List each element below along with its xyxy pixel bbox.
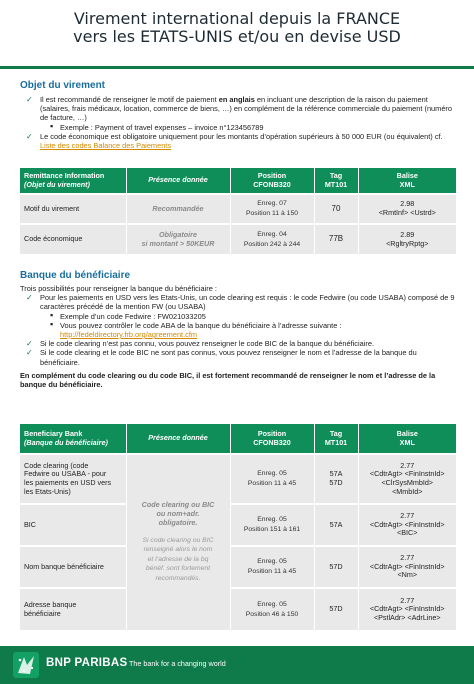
banque-aba-check bbox=[20, 318, 456, 340]
banque-example-text: Exemple d’un code Fedwire : FW021033205 bbox=[60, 311, 206, 321]
header-presence: Présence donnée bbox=[126, 424, 230, 454]
cell-position: Enreg. 05 Position 46 à 150 bbox=[230, 588, 314, 630]
bnp-stars-logo-icon bbox=[12, 651, 40, 679]
footer-bar bbox=[0, 646, 474, 684]
banque-bullet-1 bbox=[20, 293, 456, 311]
objet-example bbox=[20, 120, 456, 132]
objet-b1-bold: en anglais bbox=[218, 95, 255, 104]
objet-b1-text-2: en incluant une description de la raison du paiement (salaires, frais médicaux, location, commerce de biens, …) en complément de la référence commerciale du paiement (numéro de facture, …) bbox=[40, 95, 453, 123]
check-icon: ✓ bbox=[26, 131, 33, 141]
cell-field: Motif du virement bbox=[20, 194, 126, 224]
cell-presence: Obligatoire si montant > 50KEUR bbox=[126, 224, 230, 254]
header-tag: Tag MT101 bbox=[314, 424, 358, 454]
beneficiary-bank-table bbox=[20, 424, 456, 630]
title-line-2: vers les ETATS-UNIS et/ou en devise USD bbox=[73, 27, 401, 46]
table-row bbox=[20, 224, 456, 254]
fedwire-directory-link[interactable]: http://fedeldirectory.frb.org/agreement.cfm bbox=[60, 330, 198, 340]
banque-b2-text: Si le code clearing n’est pas connu, vous pouvez renseigner le code BIC de la banque du bénéficiaire. bbox=[40, 339, 375, 349]
cell-position: Enreg. 07 Position 11 à 150 bbox=[230, 194, 314, 224]
header-remittance: Remittance Information (Objet du virement) bbox=[20, 168, 126, 194]
banque-b1-text: Pour les paiements en USD vers les Etats-Unis, un code clearing est requis : le code Fedwire (ou code USABA) composé de 9 caractères précédé de la mention FW (ou USABA) bbox=[40, 293, 455, 312]
table-row bbox=[20, 588, 456, 630]
cell-tag: 57D bbox=[314, 546, 358, 588]
banque-section bbox=[20, 270, 456, 390]
cell-tag: 57A bbox=[314, 504, 358, 546]
objet-bullet-1 bbox=[20, 95, 456, 123]
banque-bullet-2 bbox=[20, 339, 456, 348]
table-header-row bbox=[20, 168, 456, 194]
page-title bbox=[0, 10, 474, 46]
objet-bullet-2 bbox=[20, 132, 456, 150]
cell-field: BIC bbox=[20, 504, 126, 546]
check-icon: ✓ bbox=[26, 339, 33, 349]
banque-b3-text: Si le code clearing et le code BIC ne sont pas connus, vous pouvez renseigner le nom et l’adresse de la banque du bénéficiaire. bbox=[40, 348, 417, 367]
check-icon: ✓ bbox=[26, 348, 33, 358]
table-row bbox=[20, 546, 456, 588]
banque-intro: Trois possibilités pour renseigner la banque du bénéficiaire : bbox=[20, 284, 217, 293]
cell-presence: Recommandée bbox=[126, 194, 230, 224]
balance-paiements-link[interactable]: Liste des codes Balance des Paiements bbox=[40, 141, 172, 151]
header-presence: Présence donnée bbox=[126, 168, 230, 194]
cell-position: Enreg. 05 Position 11 à 45 bbox=[230, 454, 314, 504]
banque-aba-text: Vous pouvez contrôler le code ABA de la banque du bénéficiaire à l’adresse suivante : bbox=[60, 320, 342, 330]
bullet-dot-icon: ▪ bbox=[50, 318, 54, 329]
cell-balise: 2.98 <RmtInf> <Ustrd> bbox=[358, 194, 456, 224]
table-row bbox=[20, 454, 456, 504]
cell-balise: 2.77 <CdtrAgt> <FinInstnId> <Nm> bbox=[358, 546, 456, 588]
banque-heading: Banque du bénéficiaire bbox=[20, 270, 131, 281]
cell-position: Enreg. 05 Position 11 à 45 bbox=[230, 546, 314, 588]
cell-tag: 70 bbox=[314, 194, 358, 224]
brand-name: BNP PARIBAS bbox=[46, 657, 128, 669]
table-row bbox=[20, 504, 456, 546]
title-line-1: Virement international depuis la FRANCE bbox=[73, 9, 401, 28]
check-icon: ✓ bbox=[26, 293, 33, 303]
cell-balise: 2.77 <CdtrAgt> <FinInstnId> <BIC> bbox=[358, 504, 456, 546]
check-icon: ✓ bbox=[26, 95, 33, 104]
header-balise: Balise XML bbox=[358, 168, 456, 194]
cell-tag: 57A 57D bbox=[314, 454, 358, 504]
bullet-dot-icon: ▪ bbox=[50, 309, 54, 320]
objet-example-text: Exemple : Payment of travel expenses – invoice n°123456789 bbox=[60, 122, 264, 132]
cell-balise: 2.77 <CdtrAgt> <FinInstnId> <PstlAdr> <AdrLine> bbox=[358, 588, 456, 630]
table-row bbox=[20, 194, 456, 224]
table-header-row bbox=[20, 424, 456, 454]
cell-balise: 2.77 <CdtrAgt> <FinInstnId> <ClrSysMmbId> <MmbId> bbox=[358, 454, 456, 504]
remittance-table-wrap bbox=[20, 168, 456, 254]
cell-tag: 57D bbox=[314, 588, 358, 630]
brand-tagline: The bank for a changing world bbox=[129, 659, 226, 668]
header-position: Position CFONB320 bbox=[230, 168, 314, 194]
header-balise: Balise XML bbox=[358, 424, 456, 454]
cell-field: Nom banque bénéficiaire bbox=[20, 546, 126, 588]
banque-recommendation: En complément du code clearing ou du code BIC, il est fortement recommandé de renseigner le nom et l’adresse de la banque du bénéficiaire. bbox=[20, 370, 436, 390]
cell-balise: 2.89 <RgltryRptg> bbox=[358, 224, 456, 254]
cell-field: Code économique bbox=[20, 224, 126, 254]
remittance-table bbox=[20, 168, 456, 254]
title-divider bbox=[0, 66, 474, 69]
bullet-dot-icon: ▪ bbox=[50, 120, 54, 131]
objet-b1-text: Il est recommandé de renseigner le motif de paiement bbox=[40, 95, 219, 104]
cell-field: Code clearing (code Fedwire ou USABA - pour les paiements en USD vers les Etats-Unis) bbox=[20, 454, 126, 504]
objet-section bbox=[20, 80, 456, 150]
objet-b2-text: Le code économique est obligatoire uniquement pour les montants d’opération supérieurs à 50 000 EUR (ou équivalent) cf. bbox=[40, 131, 443, 141]
header-beneficiary-bank: Beneficiary Bank (Banque du bénéficiaire) bbox=[20, 424, 126, 454]
objet-heading: Objet du virement bbox=[20, 80, 106, 91]
cell-position: Enreg. 05 Position 151 à 161 bbox=[230, 504, 314, 546]
cell-presence-merged: Code clearing ou BIC ou nom+adr. obligatoire. Si code clearing ou BIC renseigné alors le nom et l’adresse de la bq bénéf. sont fortement recommandés. bbox=[126, 454, 230, 630]
header-position: Position CFONB320 bbox=[230, 424, 314, 454]
cell-position: Enreg. 04 Position 242 à 244 bbox=[230, 224, 314, 254]
beneficiary-bank-table-wrap bbox=[20, 424, 456, 630]
header-tag: Tag MT101 bbox=[314, 168, 358, 194]
cell-field: Adresse banque bénéficiaire bbox=[20, 588, 126, 630]
banque-bullet-3 bbox=[20, 348, 456, 366]
banque-example bbox=[20, 309, 456, 321]
cell-tag: 77B bbox=[314, 224, 358, 254]
